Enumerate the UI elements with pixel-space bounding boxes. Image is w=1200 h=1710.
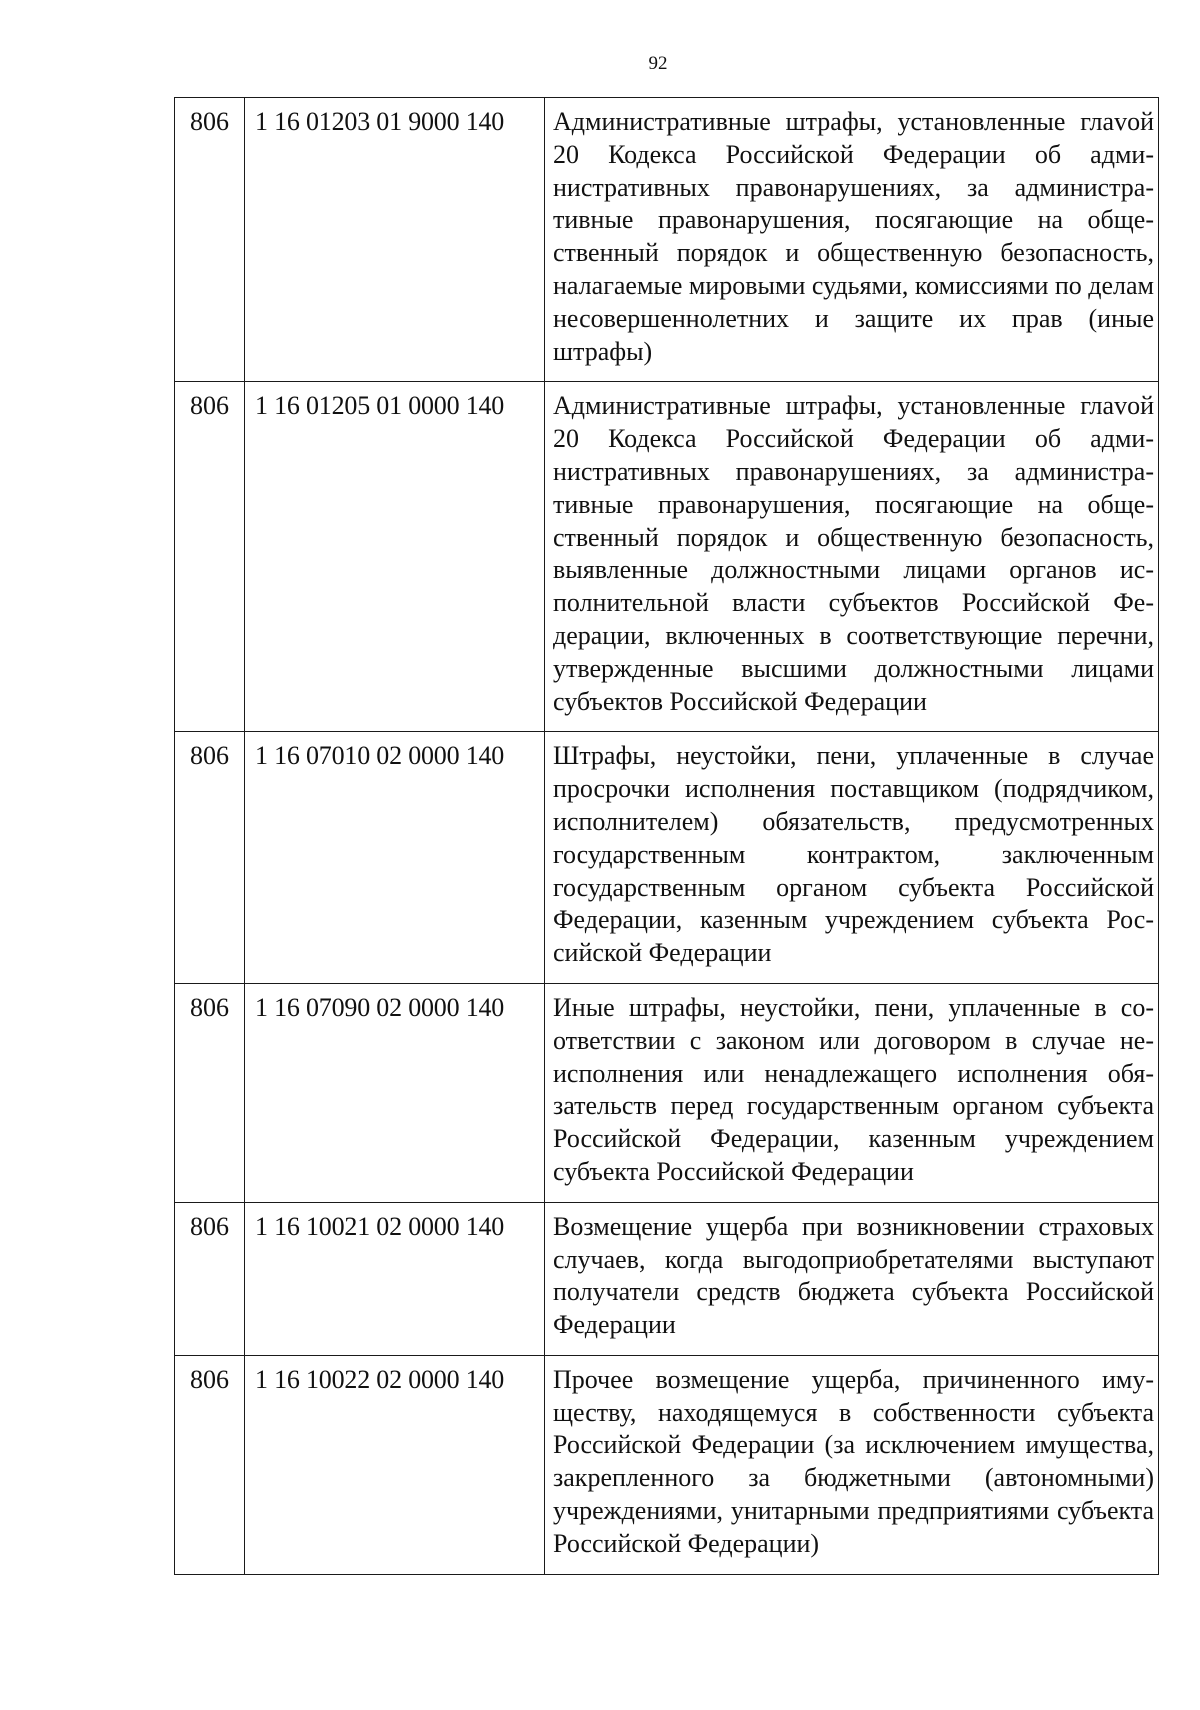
table-row — [175, 1355, 1159, 1574]
admin-code-cell: 806 — [175, 98, 245, 382]
admin-code-cell: 806 — [175, 382, 245, 732]
admin-code-cell: 806 — [175, 983, 245, 1202]
table-row — [175, 732, 1159, 984]
revenue-code-cell: 1 16 10021 02 0000 140 — [245, 1202, 545, 1355]
description-cell: Штрафы, неустойки, пени, уплаченные в случае просрочки исполнения поставщиком (подрядчиком, исполнителем) обязательств, предусмотренных государственным контрактом, заключенным государственным органом субъекта Российской Федерации, казенным учреждением субъекта Российской Федерации — [545, 732, 1159, 984]
table-row — [175, 382, 1159, 732]
revenue-code-cell: 1 16 10022 02 0000 140 — [245, 1355, 545, 1574]
revenue-code-cell: 1 16 01205 01 0000 140 — [245, 382, 545, 732]
description-cell: Иные штрафы, неустойки, пени, уплаченные в соответствии с законом или договором в случае неисполнения или ненадлежащего исполнения обязательств перед государственным органом субъекта Российской Федерации, казенным учреждением субъекта Российской Федерации — [545, 983, 1159, 1202]
table-row — [175, 983, 1159, 1202]
revenue-code-cell: 1 16 07090 02 0000 140 — [245, 983, 545, 1202]
revenue-code-cell: 1 16 01203 01 9000 140 — [245, 98, 545, 382]
page-number: 92 — [648, 53, 668, 74]
table-row — [175, 98, 1159, 382]
admin-code-cell: 806 — [175, 1202, 245, 1355]
admin-code-cell: 806 — [175, 1355, 245, 1574]
description-cell: Административные штрафы, установленные глаvой 20 Кодекса Российской Федерации об административных правонарушениях, за административные правонарушения, посягающие на общественный порядок и общественную безопасность, налагаемые мировыми судьями, комиссиями по делам несовершеннолетних и защите их прав (иные штрафы) — [545, 98, 1159, 382]
description-cell: Административные штрафы, установленные глаvой 20 Кодекса Российской Федерации об административных правонарушениях, за административные правонарушения, посягающие на общественный порядок и общественную безопасность, выявленные должностными лицами органов исполнительной власти субъектов Российской Федерации, включенных в соответствующие перечни, утвержденные высшими должностными лицами субъектов Российской Федерации — [545, 382, 1159, 732]
admin-code-cell: 806 — [175, 732, 245, 984]
description-cell: Возмещение ущерба при возникновении страховых случаев, когда выгодоприобретателями выступают получатели средств бюджета субъекта Российской Федерации — [545, 1202, 1159, 1355]
table-row — [175, 1202, 1159, 1355]
revenue-codes-table — [174, 97, 1159, 1575]
description-cell: Прочее возмещение ущерба, причиненного имуществу, находящемуся в собственности субъекта Российской Федерации (за исключением имущества, закрепленного за бюджетными (автономными) учреждениями, унитарными предприятиями субъекта Российской Федерации) — [545, 1355, 1159, 1574]
revenue-code-cell: 1 16 07010 02 0000 140 — [245, 732, 545, 984]
